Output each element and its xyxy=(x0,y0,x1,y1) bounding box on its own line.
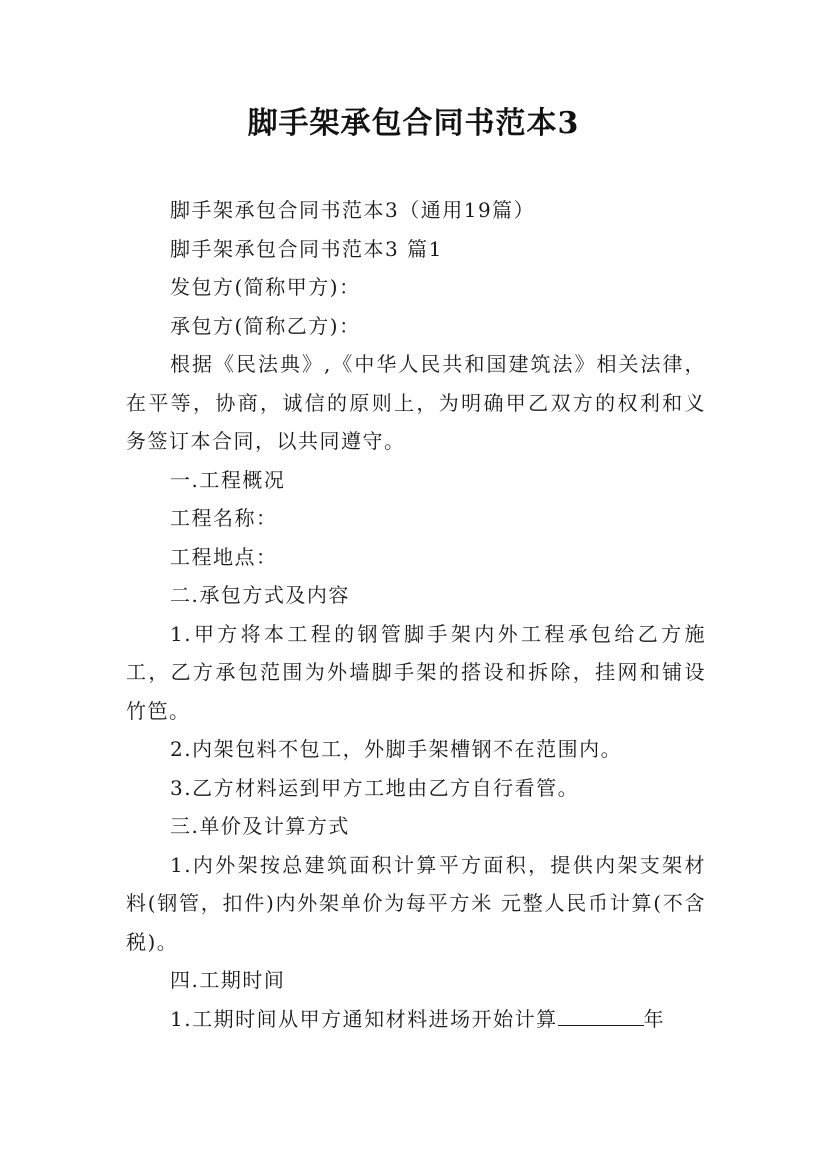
paragraph-clause-2-3: 3.乙方材料运到甲方工地由乙方自行看管。 xyxy=(170,775,580,800)
paragraph-project-location: 工程地点： xyxy=(170,544,278,569)
fill-in-blank xyxy=(558,1003,644,1026)
paragraph-heading-3: 三.单价及计算方式 xyxy=(170,814,350,838)
paragraph-clause-2-2: 2.内架包料不包工，外脚手架槽钢不在范围内。 xyxy=(170,737,623,761)
paragraph-preamble: 根据《民法典》,《中华人民共和国建筑法》相关法律，在平等，协商，诚信的原则上，为明确甲乙双方的权利和义务签订本合同，以共同遵守。 xyxy=(126,352,706,453)
paragraph-party-b: 承包方(简称乙方)： xyxy=(170,313,361,338)
paragraph-section-heading: 脚手架承包合同书范本3 篇1 xyxy=(170,236,443,261)
paragraph-clause-4-1 xyxy=(126,1000,706,1039)
paragraph-clause-3-1: 1.内外架按总建筑面积计算平方面积，提供内架支架材料(钢管，扣件)内外架单价为每平方米 元整人民币计算(不含税)。 xyxy=(126,852,706,954)
paragraph-heading-1: 一.工程概况 xyxy=(170,467,286,492)
paragraph-heading-2: 二.承包方式及内容 xyxy=(170,583,350,607)
document-body xyxy=(126,191,706,1038)
paragraph-project-name: 工程名称： xyxy=(170,506,278,530)
paragraph-party-a: 发包方(简称甲方)： xyxy=(170,275,361,299)
paragraph-heading-4: 四.工期时间 xyxy=(170,968,286,992)
paragraph-subtitle: 脚手架承包合同书范本3（通用19篇） xyxy=(170,198,536,222)
document-title: 脚手架承包合同书范本3 xyxy=(247,106,580,141)
clause-4-1-suffix: 年 xyxy=(643,1006,666,1031)
clause-4-1-text: 1.工期时间从甲方通知材料进场开始计算 xyxy=(170,1006,558,1031)
paragraph-clause-2-1: 1.甲方将本工程的钢管脚手架内外工程承包给乙方施工，乙方承包范围为外墙脚手架的搭设和拆除，挂网和铺设竹笆。 xyxy=(126,621,706,723)
